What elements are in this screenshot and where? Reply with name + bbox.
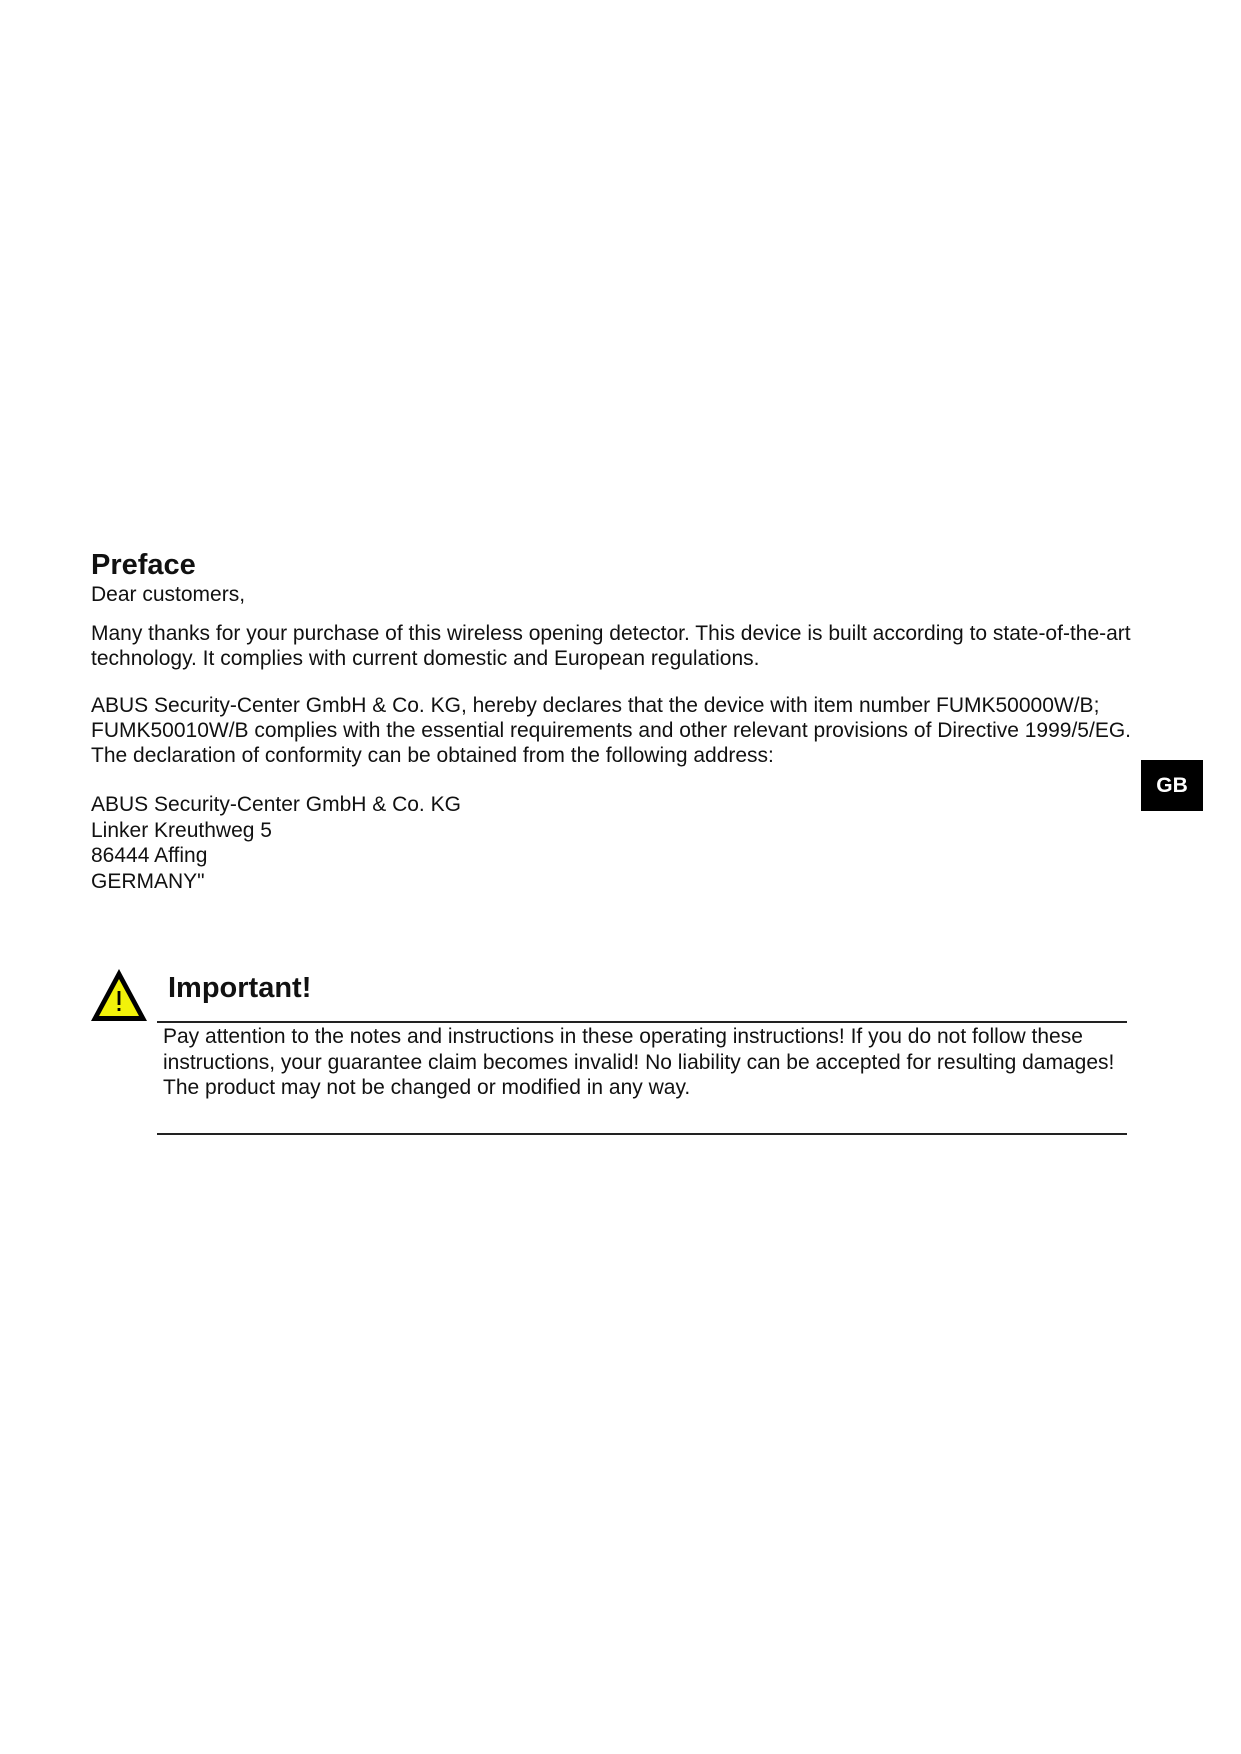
address-block bbox=[91, 792, 1131, 894]
address-line: Linker Kreuthweg 5 bbox=[91, 818, 272, 842]
important-text: Pay attention to the notes and instructions in these operating instructions! If you do not follow these instructions, your guarantee claim becomes invalid! No liability can be accepted for resulting damages! bbox=[163, 1025, 1115, 1074]
important-text: The product may not be changed or modified in any way. bbox=[163, 1076, 691, 1099]
address-line: GERMANY" bbox=[91, 869, 205, 893]
language-tab-label: GB bbox=[1156, 773, 1188, 797]
warning-triangle-icon bbox=[88, 966, 150, 1024]
greeting-text: Dear customers, bbox=[91, 583, 246, 606]
intro-paragraph: Many thanks for your purchase of this wireless opening detector. This device is built according to state-of-the-art technology. It complies with current domestic and European regulations. bbox=[91, 622, 1131, 670]
important-notice bbox=[88, 966, 1128, 1136]
important-title: Important! bbox=[168, 972, 312, 1004]
divider bbox=[157, 1133, 1127, 1135]
preface-heading: Preface bbox=[91, 549, 196, 581]
address-line: ABUS Security-Center GmbH & Co. KG bbox=[91, 793, 461, 816]
important-body bbox=[163, 1024, 1123, 1101]
preface-section bbox=[91, 548, 1131, 894]
address-line: 86444 Affing bbox=[91, 844, 208, 867]
language-tab bbox=[1141, 760, 1203, 811]
declaration-paragraph: ABUS Security-Center GmbH & Co. KG, hereby declares that the device with item number FUMK50000W/B; FUMK50010W/B complies with the essential requirements and other relevant provisions of Directive 1999/5/EG. The declaration of conformity can be obtained from the following address: bbox=[91, 694, 1131, 767]
divider bbox=[157, 1021, 1127, 1023]
